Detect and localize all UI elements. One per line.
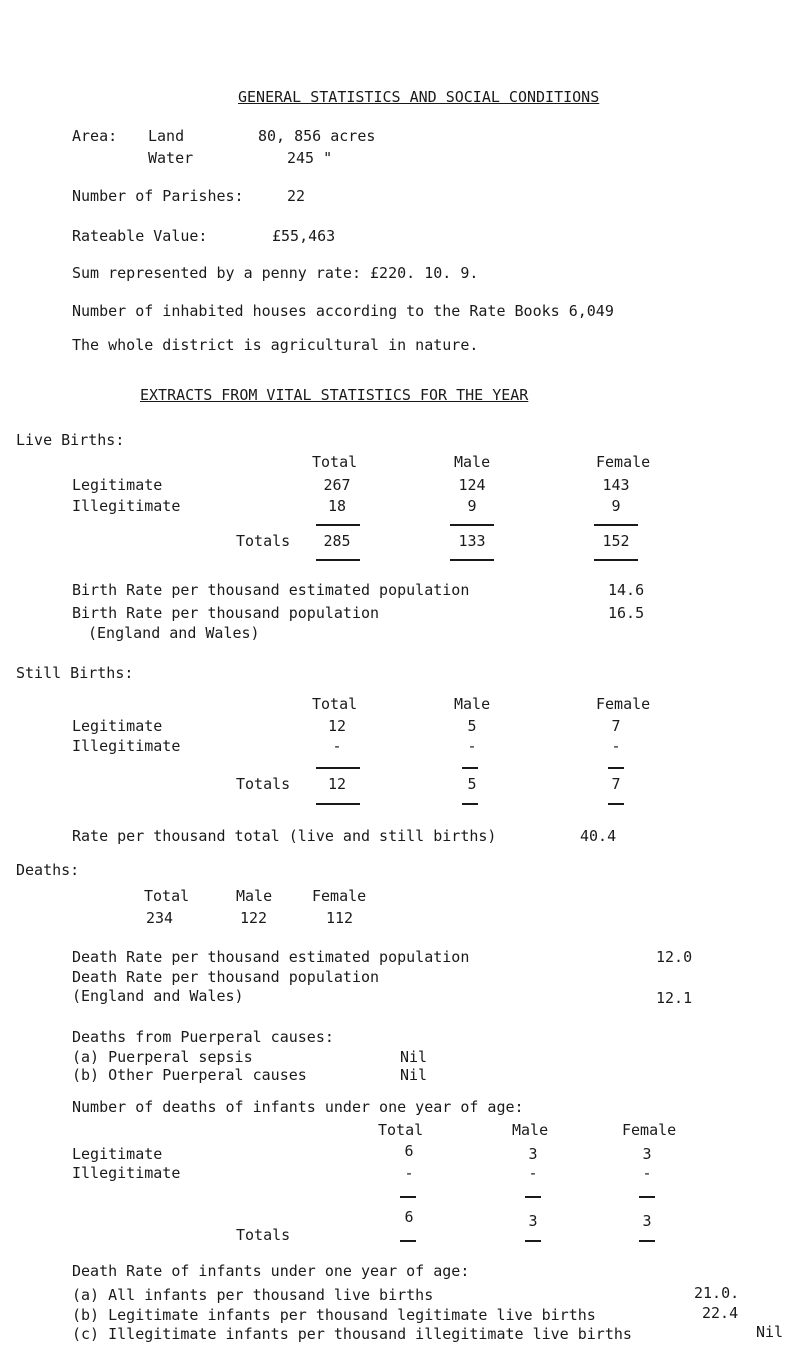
birth-rate-estimated-value: 14.6 <box>608 581 645 599</box>
page-title: GENERAL STATISTICS AND SOCIAL CONDITIONS <box>238 88 600 106</box>
row-label: Illegitimate <box>72 497 181 515</box>
infant-rate-label: (a) All infants per thousand live births <box>72 1286 434 1304</box>
death-rate-ew-label: Death Rate per thousand population <box>72 968 380 986</box>
puerperal-item-label: (b) Other Puerperal causes <box>72 1066 307 1084</box>
divider <box>525 1240 541 1242</box>
deaths-heading: Deaths: <box>16 861 80 879</box>
column-header: Total <box>312 695 358 713</box>
divider <box>316 559 360 561</box>
column-header: Female <box>596 695 651 713</box>
live-births-heading: Live Births: <box>16 431 125 449</box>
puerperal-item-value: Nil <box>400 1048 428 1066</box>
divider <box>639 1196 655 1198</box>
infant-rate-label: (b) Legitimate infants per thousand legitimate live births <box>72 1306 596 1324</box>
divider <box>525 1196 541 1198</box>
still-birth-rate-label: Rate per thousand total (live and still births) <box>72 827 497 845</box>
birth-rate-estimated-label: Birth Rate per thousand estimated population <box>72 581 470 599</box>
divider <box>316 524 360 526</box>
column-header: Male <box>454 453 491 471</box>
infant-rate-label: (c) Illegitimate infants per thousand illegitimate live births <box>72 1325 632 1343</box>
column-header: Female <box>596 453 651 471</box>
totals-value: 285 <box>323 532 351 550</box>
divider <box>608 803 624 805</box>
column-header: Total <box>144 887 190 905</box>
cell-value: 3 <box>528 1145 538 1163</box>
column-header: Total <box>312 453 358 471</box>
cell-value: 267 <box>323 476 351 494</box>
row-label: Illegitimate <box>72 1164 181 1182</box>
puerperal-item-label: (a) Puerperal sepsis <box>72 1048 253 1066</box>
divider <box>639 1240 655 1242</box>
death-rate-ew-value: 12.1 <box>656 989 693 1007</box>
totals-value: 3 <box>528 1212 538 1230</box>
still-births-heading: Still Births: <box>16 664 134 682</box>
totals-label: Totals <box>236 775 291 793</box>
cell-value: 18 <box>327 497 347 515</box>
column-header: Female <box>312 887 367 905</box>
parishes-value: 22 <box>287 187 306 205</box>
divider <box>450 524 494 526</box>
deaths-total: 234 <box>146 909 174 927</box>
totals-label: Totals <box>236 1226 291 1244</box>
divider <box>594 524 638 526</box>
cell-value: - <box>404 1164 414 1182</box>
cell-value: - <box>642 1164 652 1182</box>
row-label: Illegitimate <box>72 737 181 755</box>
row-label: Legitimate <box>72 476 163 494</box>
parishes-label: Number of Parishes: <box>72 187 244 205</box>
divider <box>450 559 494 561</box>
puerperal-heading: Deaths from Puerperal causes: <box>72 1028 334 1046</box>
land-value: 80, 856 acres <box>258 127 376 145</box>
cell-value: 9 <box>467 497 477 515</box>
birth-rate-ew-label-2: (England and Wales) <box>88 624 260 642</box>
totals-value: 7 <box>611 775 621 793</box>
infant-deaths-heading: Number of deaths of infants under one year of age: <box>72 1098 524 1116</box>
totals-value: 6 <box>404 1208 414 1226</box>
totals-value: 133 <box>458 532 486 550</box>
cell-value: - <box>332 737 342 755</box>
row-label: Legitimate <box>72 717 163 735</box>
divider <box>594 559 638 561</box>
cell-value: 9 <box>611 497 621 515</box>
totals-value: 3 <box>642 1212 652 1230</box>
infant-rate-value: 22.4 <box>702 1304 739 1322</box>
water-label: Water <box>148 149 194 167</box>
death-rate-estimated-value: 12.0 <box>656 948 693 966</box>
land-label: Land <box>148 127 185 145</box>
column-header: Male <box>454 695 491 713</box>
divider <box>462 803 478 805</box>
cell-value: 143 <box>602 476 630 494</box>
puerperal-item-value: Nil <box>400 1066 428 1084</box>
infant-rate-value: 21.0. <box>694 1284 740 1302</box>
cell-value: 3 <box>642 1145 652 1163</box>
death-rate-estimated-label: Death Rate per thousand estimated population <box>72 948 470 966</box>
column-header: Total <box>378 1121 424 1139</box>
deaths-male: 122 <box>240 909 268 927</box>
infant-rate-heading: Death Rate of infants under one year of age: <box>72 1262 470 1280</box>
totals-label: Totals <box>236 532 291 550</box>
cell-value: 5 <box>467 717 477 735</box>
column-header: Male <box>236 887 273 905</box>
totals-value: 5 <box>467 775 477 793</box>
cell-value: - <box>611 737 621 755</box>
infant-rate-value: Nil <box>756 1323 784 1341</box>
still-birth-rate-value: 40.4 <box>580 827 617 845</box>
cell-value: - <box>467 737 477 755</box>
column-header: Female <box>622 1121 677 1139</box>
divider <box>400 1240 416 1242</box>
extracts-title: EXTRACTS FROM VITAL STATISTICS FOR THE YEAR <box>140 386 529 404</box>
birth-rate-ew-value: 16.5 <box>608 604 645 622</box>
divider <box>400 1196 416 1198</box>
cell-value: 124 <box>458 476 486 494</box>
divider <box>462 767 478 769</box>
rateable-label: Rateable Value: <box>72 227 208 245</box>
totals-value: 12 <box>327 775 347 793</box>
birth-rate-ew-label: Birth Rate per thousand population <box>72 604 380 622</box>
death-rate-ew-label-2: (England and Wales) <box>72 987 244 1005</box>
totals-value: 152 <box>602 532 630 550</box>
rateable-value: £55,463 <box>272 227 336 245</box>
cell-value: 7 <box>611 717 621 735</box>
row-label: Legitimate <box>72 1145 163 1163</box>
divider <box>316 803 360 805</box>
inhabited-houses: Number of inhabited houses according to the Rate Books 6,049 <box>72 302 614 320</box>
cell-value: 6 <box>404 1142 414 1160</box>
divider <box>316 767 360 769</box>
area-label: Area: <box>72 127 118 145</box>
divider <box>608 767 624 769</box>
column-header: Male <box>512 1121 549 1139</box>
cell-value: 12 <box>327 717 347 735</box>
cell-value: - <box>528 1164 538 1182</box>
deaths-female: 112 <box>326 909 354 927</box>
water-value: 245 " <box>287 149 333 167</box>
penny-rate: Sum represented by a penny rate: £220. 10. 9. <box>72 264 479 282</box>
district-nature: The whole district is agricultural in nature. <box>72 336 479 354</box>
